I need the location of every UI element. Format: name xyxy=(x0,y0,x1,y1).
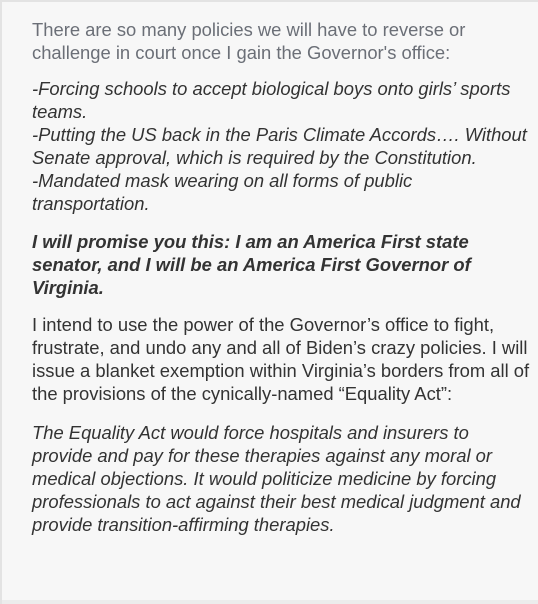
policy-list xyxy=(32,77,532,215)
quote-paragraph: The Equality Act would force hospitals and insurers to provide and pay for these therapies against any moral or medical objections. It would politicize medicine by forcing professionals to act against their best medical judgment and provide transition-affirming therapies. xyxy=(32,422,521,535)
intent-paragraph: I intend to use the power of the Governor’s office to fight, frustrate, and undo any and all of Biden’s crazy policies. I will issue a blanket exemption within Virginia’s borders from all of the provisions of the cynically-named “Equality Act”: xyxy=(32,314,530,404)
post-body xyxy=(2,2,538,536)
intro-paragraph: There are so many policies we will have to reverse or challenge in court once I gain the Governor's office: xyxy=(32,19,466,63)
promise-paragraph: I will promise you this: I am an America First state senator, and I will be an America First Governor of Virginia. xyxy=(32,231,471,298)
policy-item-sports: -Forcing schools to accept biological boys onto girls’ sports teams. xyxy=(32,78,511,122)
policy-item-climate: -Putting the US back in the Paris Climate Accords…. Without Senate approval, which is required by the Constitution. xyxy=(32,124,527,168)
policy-item-masks: -Mandated mask wearing on all forms of public transportation. xyxy=(32,170,413,214)
bottom-divider xyxy=(2,600,538,604)
